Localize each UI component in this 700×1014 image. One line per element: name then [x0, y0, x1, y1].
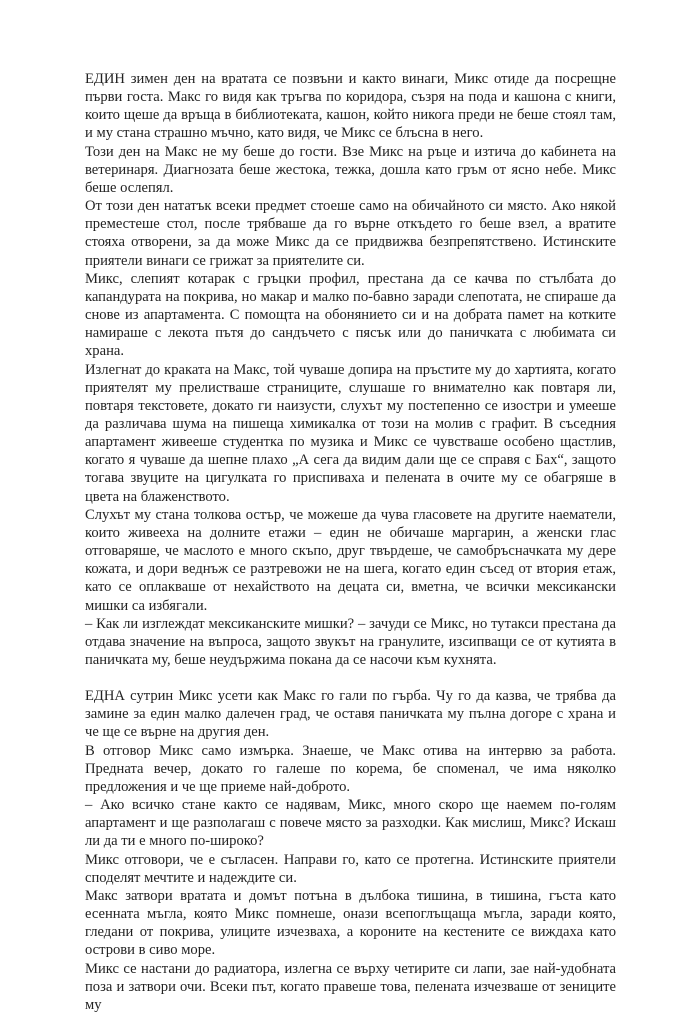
section-2	[85, 687, 616, 1014]
paragraph: Макс затвори вратата и домът потъна в дълбока тишина, в тишина, гъста като есенната мъгла, която Микс помнеше, онази всепоглъщаща мъгла, заради която, гледани от покрива, улиците изчезваха, а короните на кестените се виждаха като острови в сиво море.	[85, 887, 616, 959]
paragraph: ЕДИН зимен ден на вратата се позвъни и както винаги, Микс отиде да посрещне първи госта. Макс го видя как тръгва по коридора, съзря на пода и кашона с книги, които щеше да връща в библиотеката, кашон, който никога преди не беше стоял там, и му стана страшно мъчно, като видя, че Микс се блъсна в него.	[85, 71, 616, 142]
paragraph: Този ден на Макс не му беше до гости. Взе Микс на ръце и изтича до кабинета на ветеринаря. Диагнозата беше жестока, тежка, дошла като гръм от ясно небе. Микс беше ослепял.	[85, 143, 616, 196]
section-1	[85, 70, 616, 669]
paragraph: – Как ли изглеждат мексиканските мишки? – зачуди се Микс, но тутакси престана да отдава значение на въпроса, защото звукът на гранулите, изсипващи се от кутията в паничката му, беше неудържима покана да се насочи към кухнята.	[85, 615, 616, 668]
paragraph: Слухът му стана толкова остър, че можеше да чува гласовете на другите наематели, които живееха на долните етажи – един не обичаше маргарин, а женски глас отговаряше, че маслото е много скъпо, друг твърдеше, че самобръсначката му дере кожата, и дори веднъж се разтревожи не на шега, когато един съсед от втория етаж, като се оплакваше от нехайството на децата си, вметна, че всички мексикански мишки са избягали.	[85, 506, 616, 614]
paragraph: Излегнат до краката на Макс, той чуваше допира на пръстите му до хартията, когато приятелят му прелистваше страниците, слушаше го внимателно как повтаря ли, повтаря текстовете, докато ги наизусти, слухът му постепенно се изостри и умееше да различава шума на пишеща химикалка от този на молив с графит. В съседния апартамент живееше студентка по музика и Микс се чувстваше особено щастлив, когато я чуваше да шепне плахо „А сега да видим дали ще се справя с Бах“, защото тогава звуците на цигулката го приспиваха и пелената в очите му се обагряше в цвета на блаженството.	[85, 361, 616, 505]
paragraph: Микс се настани до радиатора, излегна се върху четирите си лапи, зае най-удобната поза и затвори очи. Всеки път, когато правеше това, пелената изчезваше от зениците му	[85, 960, 616, 1013]
paragraph: ЕДНА сутрин Микс усети как Макс го гали по гърба. Чу го да казва, че трябва да замине за един малко далечен град, че оставя паничката му пълна догоре с храна и че ще се върне на другия ден.	[85, 688, 616, 741]
paragraph: – Ако всичко стане както се надявам, Микс, много скоро ще наемем по-голям апартамент и ще разполагаш с повече място за разходки. Как мислиш, Микс? Искаш ли да ти е много по-широко?	[85, 797, 616, 850]
paragraph: Микс, слепият котарак с гръцки профил, престана да се качва по стълбата до капандурата на покрива, но макар и малко по-бавно заради слепотата, не спираше да снове из апартамента. С помощта на обонянието си и на добрата памет на котките намираше с лекота пътя до сандъчето с пясък или до паничката с любимата си храна.	[85, 270, 616, 360]
section-break	[85, 669, 616, 687]
paragraph: В отговор Микс само измърка. Знаеше, че Макс отива на интервю за работа. Предната вечер, докато го галеше по корема, бе споменал, че има няколко предложения и че ще приеме най-доброто.	[85, 742, 616, 795]
paragraph: Микс отговори, че е съгласен. Направи го, като се протегна. Истинските приятели споделят мечтите и надеждите си.	[85, 851, 616, 886]
document-page	[85, 70, 616, 1014]
paragraph: От този ден нататък всеки предмет стоеше само на обичайното си място. Ако някой преместеше стол, после трябваше да го върне откъдето го беше взел, а вратите стояха отворени, за да може Микс да се придвижва безпрепятствено. Истинските приятели винаги се грижат за приятелите си.	[85, 198, 616, 269]
